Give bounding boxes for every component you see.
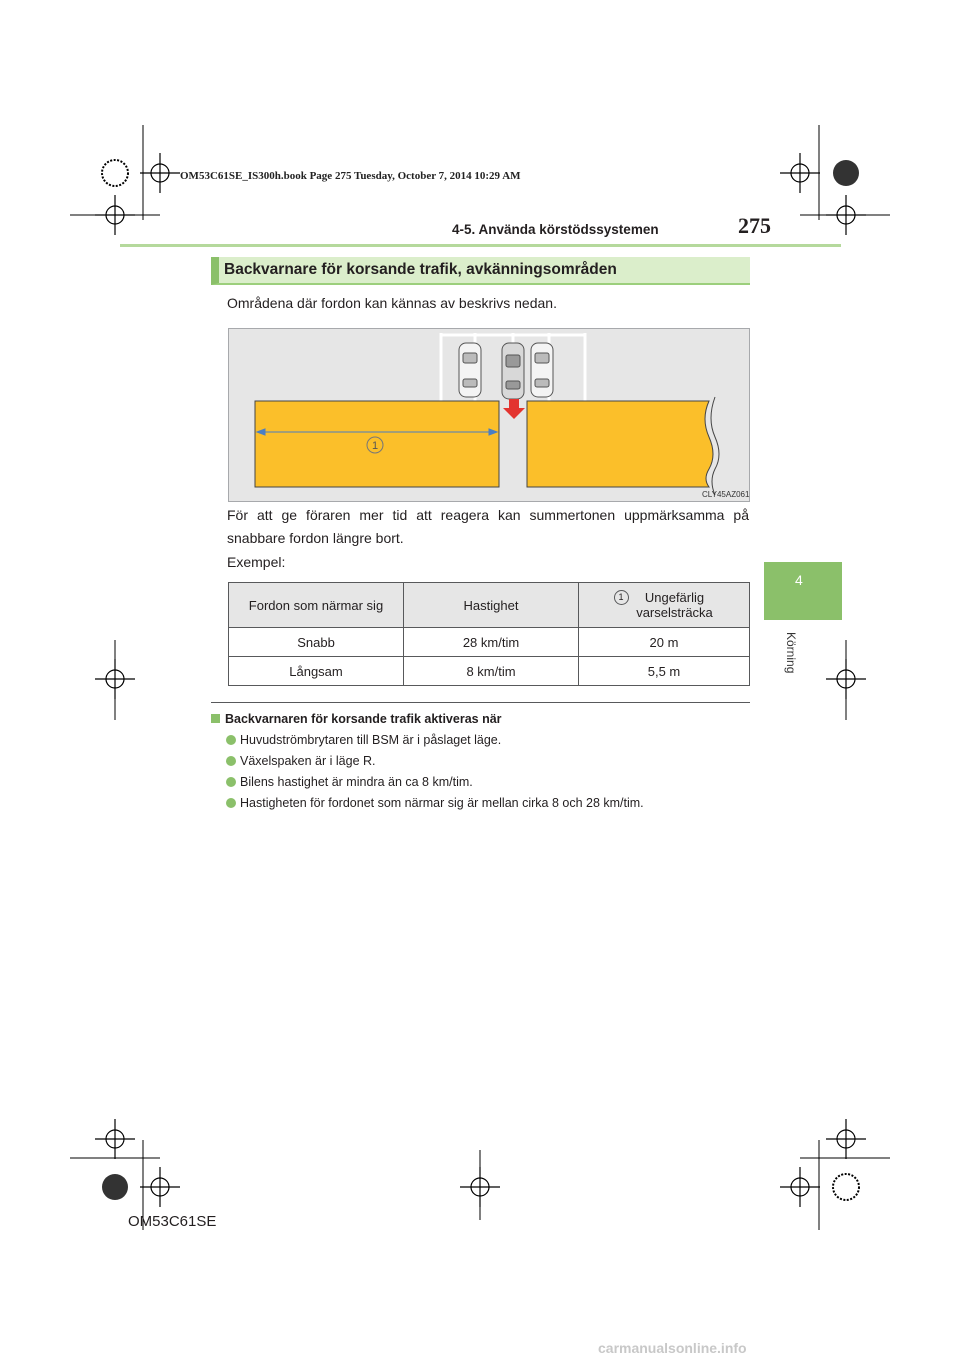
chapter-tab <box>764 562 842 620</box>
list-item: Växelspaken är i läge R. <box>226 754 376 768</box>
table-row <box>229 628 750 657</box>
list-item: Hastigheten för fordonet som närmar sig är mellan cirka 8 och 28 km/tim. <box>226 796 644 810</box>
page-number: 275 <box>738 213 771 238</box>
table-cell: Snabb <box>229 628 404 657</box>
speed-distance-table <box>228 582 750 686</box>
callout-badge: 1 <box>614 590 629 605</box>
table-cell: 5,5 m <box>579 657 750 686</box>
table-cell: Långsam <box>229 657 404 686</box>
table-cell: 8 km/tim <box>404 657 579 686</box>
car-icon <box>459 343 553 399</box>
example-label: Exempel: <box>227 554 286 570</box>
figure-id: CLY45AZ061 <box>702 490 750 499</box>
section-header: 4-5. Använda körstödssystemen <box>452 222 659 237</box>
table-header: Fordon som närmar sig <box>229 583 404 628</box>
table-header: Ungefärlig varselsträcka <box>636 590 713 620</box>
table-cell: 28 km/tim <box>404 628 579 657</box>
list-item: Bilens hastighet är mindra än ca 8 km/tim. <box>226 775 473 789</box>
conditions-heading-text: Backvarnaren för korsande trafik aktiveras när <box>225 712 502 726</box>
conditions-heading <box>211 712 502 726</box>
footer-code: OM53C61SE <box>128 1213 217 1230</box>
down-arrow-icon <box>503 399 525 419</box>
book-stamp: OM53C61SE_IS300h.book Page 275 Tuesday, October 7, 2014 10:29 AM <box>180 170 521 182</box>
table-header: Hastighet <box>404 583 579 628</box>
table-row <box>229 657 750 686</box>
table-cell: 20 m <box>579 628 750 657</box>
intro-text: Områdena där fordon kan kännas av beskrivs nedan. <box>227 295 557 311</box>
section-divider <box>211 702 750 703</box>
watermark-site[interactable]: carmanualsonline.info <box>598 1340 747 1356</box>
detection-area-figure <box>228 328 750 502</box>
header-rule <box>120 244 841 247</box>
bullet-dot-icon <box>226 777 236 787</box>
bullet-dot-icon <box>226 798 236 808</box>
bullet-dot-icon <box>226 735 236 745</box>
chapter-label: Körning <box>784 632 798 674</box>
parking-diagram <box>229 329 749 501</box>
chapter-number: 4 <box>795 572 803 588</box>
detection-area-right <box>527 401 713 487</box>
list-item: Huvudströmbrytaren till BSM är i påslaget läge. <box>226 733 501 747</box>
figure-callout: 1 <box>371 440 379 452</box>
square-bullet-icon <box>211 714 220 723</box>
body-paragraph: För att ge föraren mer tid att reagera kan summertonen uppmärksamma på snabbare fordon längre bort. <box>227 507 749 546</box>
table-header-row <box>229 583 750 628</box>
table-header-callout <box>579 583 750 628</box>
section-title: Backvarnare för korsande trafik, avkänningsområden <box>224 261 617 278</box>
bullet-dot-icon <box>226 756 236 766</box>
